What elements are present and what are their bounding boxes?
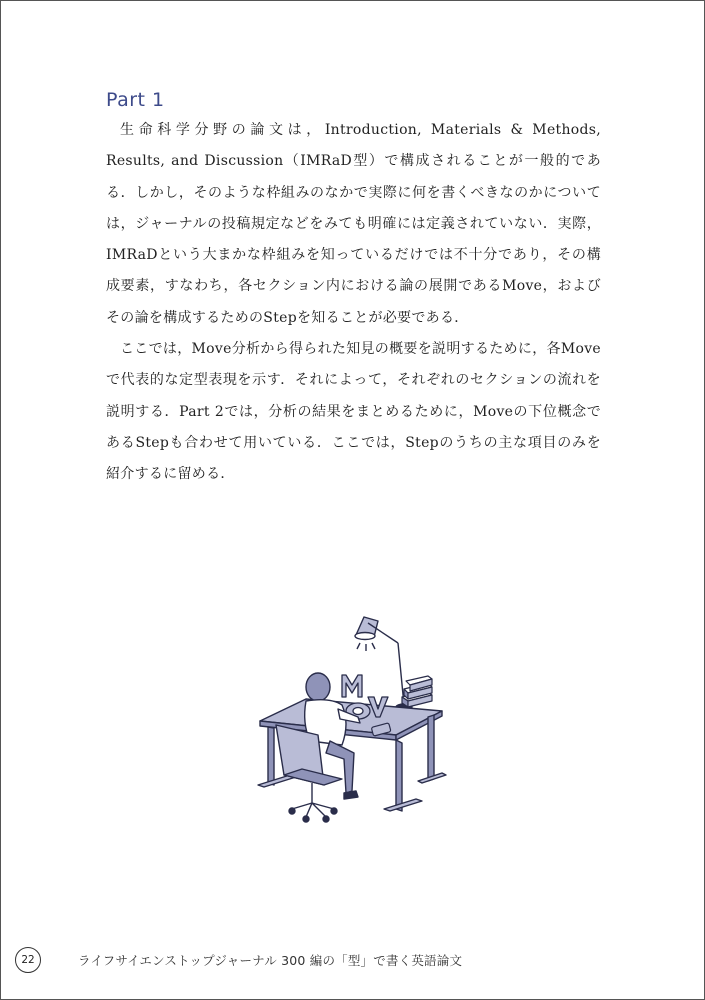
page-footer xyxy=(15,947,462,973)
move-letters-icon xyxy=(342,675,388,719)
researcher-at-desk-illustration xyxy=(246,613,456,833)
book-stack-icon xyxy=(402,676,432,707)
paragraph-1: 生命科学分野の論文は，Introduction, Materials & Methods, Results, and Discussion（IMRaD型）で構成されることが一般的である．しかし，そのような枠組みのなかで実際に何を書くべきなのかについては，ジャーナルの投稿規定などをみても明確には定義されていない．実際，IMRaDという大まかな枠組みを知っているだけでは不十分であり，その構成要素，すなわち，各セクション内における論の展開であるMove，およびその論を構成するためのStepを知ることが必要である． xyxy=(106,122,601,326)
body-text xyxy=(106,115,601,491)
paragraph-2: ここでは，Move分析から得られた知見の概要を説明するために，各Moveで代表的な定型表現を示す．それによって，それぞれのセクションの流れを説明する．Part 2では，分析の結果をまとめるために，Moveの下位概念であるStepも合わせて用いている．ここでは，Stepのうちの主な項目のみを紹介するに留める． xyxy=(106,341,601,483)
page-number-badge: 22 xyxy=(15,947,41,973)
running-title: ライフサイエンストップジャーナル 300 編の「型」で書く英語論文 xyxy=(78,953,463,968)
part-heading: Part 1 xyxy=(106,89,165,111)
